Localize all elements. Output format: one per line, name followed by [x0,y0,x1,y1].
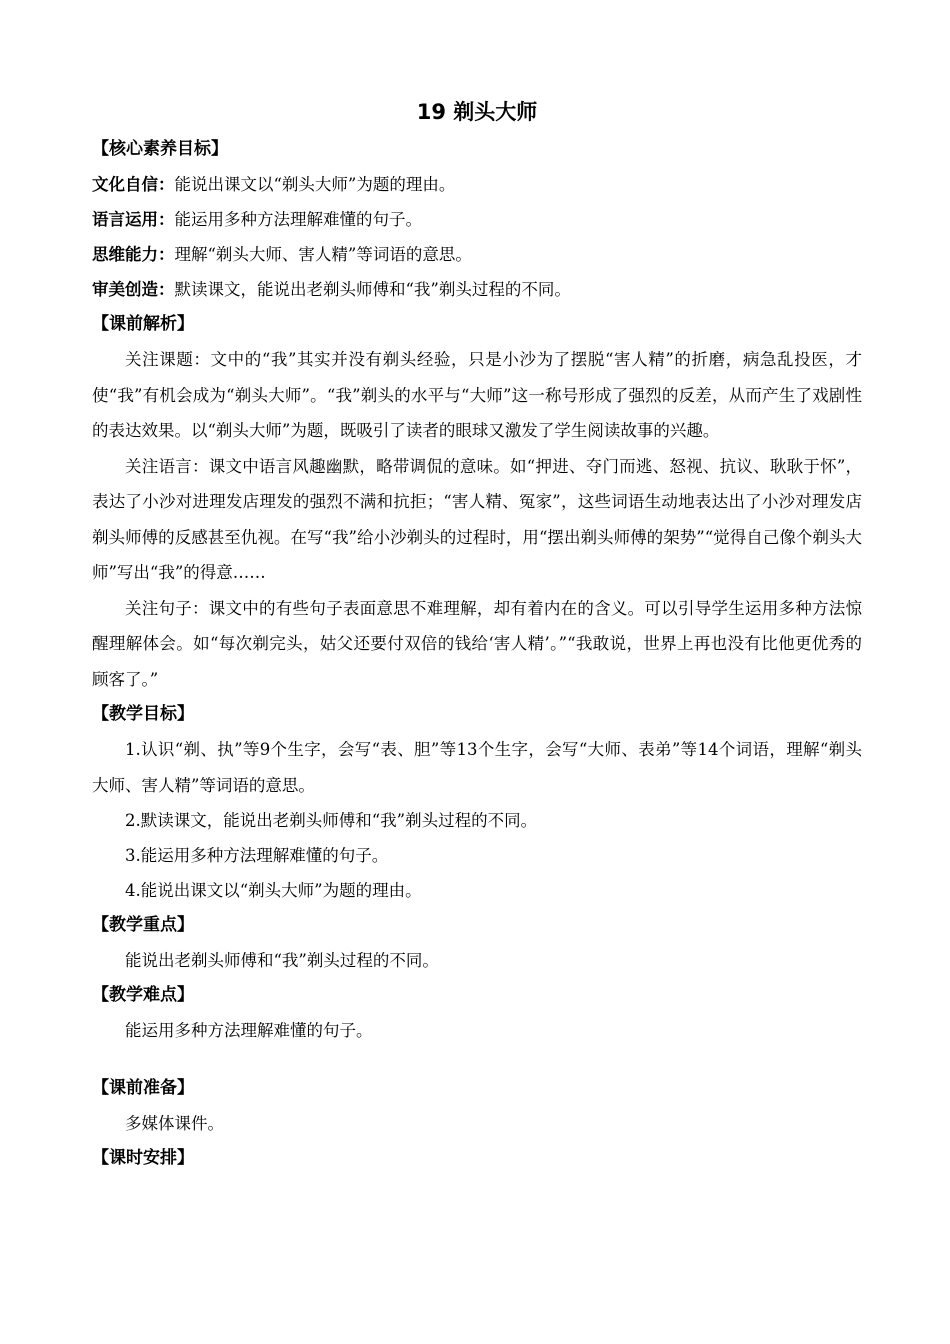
analysis-paragraph-sentences: 关注句子：课文中的有些句子表面意思不难理解，却有着内在的含义。可以引导学生运用多种方法惊醒理解体会。如“每次剃完头，姑父还要付双倍的钱给‘害人精’。”“我敢说，世界上再也没有比他更优秀的顾客了。” [92,598,862,689]
preparation-text: 多媒体课件。 [125,1114,224,1133]
core-goal-label: 文化自信： [92,175,175,194]
core-goals-heading: 【核心素养目标】 [92,139,228,159]
core-goals-section [92,132,862,307]
schedule-heading: 【课时安排】 [92,1148,194,1168]
document-page [92,92,862,1176]
analysis-paragraph-language: 关注语言：课文中语言风趣幽默，略带调侃的意味。如“押进、夺门而逃、怒视、抗议、耿耿于怀”，表达了小沙对进理发店理发的强烈不满和抗拒；“害人精、冤家”，这些词语生动地表达出了小沙对理发店剃头师傅的反感甚至仇视。在写“我”给小沙剃头的过程时，用“摆出剃头师傅的架势”“觉得自己像个剃头大师”写出“我”的得意…… [92,456,862,582]
preparation-section [92,1071,862,1141]
schedule-section [92,1141,862,1176]
core-goal-item [92,237,862,272]
analysis-paragraph-title: 关注课题：文中的“我”其实并没有剃头经验，只是小沙为了摆脱“害人精”的折磨，病急乱投医，才使“我”有机会成为“剃头大师”。“我”剃头的水平与“大师”这一称号形成了强烈的反差，从而产生了戏剧性的表达效果。以“剃头大师”为题，既吸引了读者的眼球又激发了学生阅读故事的兴趣。 [92,350,862,440]
teaching-goal-item: 3.能运用多种方法理解难懂的句子。 [125,846,389,865]
core-goal-item [92,167,862,202]
section-spacer [92,1048,862,1071]
difficulty-heading: 【教学难点】 [92,985,194,1005]
teaching-goal-item: 4.能说出课文以“剃头大师”为题的理由。 [125,881,422,900]
core-goal-item [92,272,862,307]
key-point-heading: 【教学重点】 [92,915,194,935]
core-goal-label: 审美创造： [92,280,175,299]
teaching-goals-heading: 【教学目标】 [92,704,194,724]
core-goal-text: 默读课文，能说出老剃头师傅和“我”剃头过程的不同。 [174,280,571,299]
core-goal-text: 理解“剃头大师、害人精”等词语的意思。 [174,245,472,264]
core-goal-text: 能说出课文以“剃头大师”为题的理由。 [174,175,456,194]
core-goal-label: 思维能力： [92,245,175,264]
pre-analysis-section [92,307,862,697]
difficulty-section [92,978,862,1048]
teaching-goals-section [92,697,862,908]
key-point-text: 能说出老剃头师傅和“我”剃头过程的不同。 [125,951,439,970]
core-goal-text: 能运用多种方法理解难懂的句子。 [174,210,422,229]
core-goal-label: 语言运用： [92,210,175,229]
difficulty-text: 能运用多种方法理解难懂的句子。 [125,1021,373,1040]
core-goal-item [92,202,862,237]
pre-analysis-heading: 【课前解析】 [92,314,194,334]
teaching-goal-item: 1.认识“剃、执”等9个生字，会写“表、胆”等13个生字，会写“大师、表弟”等14个词语，理解“剃头大师、害人精”等词语的意思。 [92,740,862,795]
key-point-section [92,908,862,978]
document-title: 19 剃头大师 [416,100,538,124]
preparation-heading: 【课前准备】 [92,1078,194,1098]
teaching-goal-item: 2.默读课文，能说出老剃头师傅和“我”剃头过程的不同。 [125,811,538,830]
